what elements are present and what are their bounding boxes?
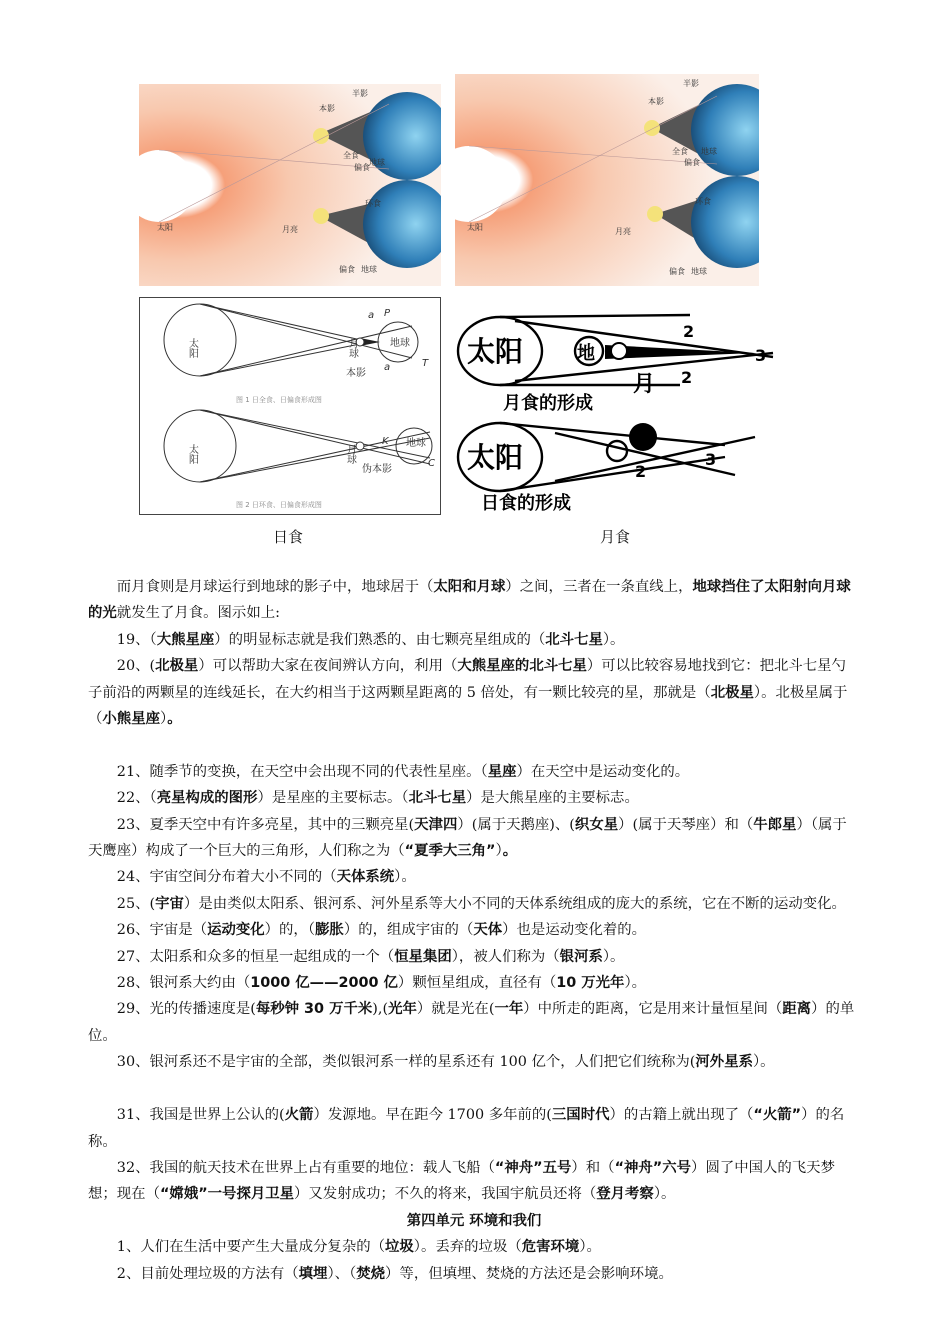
label-total: 全食 [343, 151, 359, 160]
lunar-eclipse-diagram [455, 305, 775, 517]
paragraph [88, 1155, 860, 1208]
body-run: 30、银河系还不是宇宙的全部，类似银河系一样的星系还有 100 亿个，人们把它们统称为( [116, 1054, 696, 1071]
diagram2-sun: 太阳 [186, 444, 198, 464]
body-run: 22、（ [116, 790, 157, 807]
letter-p: P [384, 308, 391, 319]
section-heading [88, 1208, 860, 1234]
body-run: ）可以帮助大家在夜间辨认方向，利用（ [198, 658, 458, 675]
body-run: ）(属于天琴座）和（ [618, 816, 754, 833]
paragraph [88, 627, 860, 653]
answer-text: 北极星 [155, 658, 199, 675]
label-partial: 偏食 [684, 158, 700, 167]
diagram1-moon: 月球 [346, 338, 358, 358]
lunar-title: 月食的形成 [503, 393, 593, 414]
body-run: ） [495, 843, 503, 860]
letter-k: K [382, 436, 389, 447]
lunar-number-3: 3 [755, 346, 767, 365]
solar-number-2: 2 [635, 462, 647, 481]
label-moon: 月亮 [615, 227, 631, 236]
answer-text: 大熊星座 [156, 631, 215, 648]
body-run: ),( [372, 1001, 389, 1018]
body-run: ）。 [602, 631, 625, 648]
body-run: 1、人们在生活中要产生大量成分复杂的（ [116, 1239, 385, 1256]
answer-text: 一年 [494, 1001, 524, 1018]
body-run: ）可以比较容易地找到它：把北斗七星勺子前沿的两颗星的连线延长，在大约相当于这两颗星距离的 5 倍处，有一颗比较亮的星，那就是（ [88, 658, 846, 701]
body-run: ）。 [752, 1054, 775, 1071]
answer-text: “火箭” [753, 1107, 802, 1124]
body-run: 而月食则是月球运行到地球的影子中，地球居于（ [116, 579, 434, 595]
label-half-shadow: 半影 [683, 79, 699, 88]
diagram2-pseudo-umbra: 伪本影 [362, 464, 392, 475]
body-run: ）也是运动变化着的。 [502, 922, 647, 939]
body-run: 就发生了月食。图示如上: [116, 605, 280, 622]
body-run: 25、( [116, 895, 156, 912]
body-run: ）的古籍上就出现了（ [609, 1107, 754, 1124]
body-run: ）的，（ [264, 922, 316, 939]
body-run: ）。 [394, 869, 416, 886]
body-run: 26、宇宙是（ [116, 922, 208, 939]
answer-text: 织女星 [574, 816, 619, 833]
blank-line [88, 732, 860, 758]
body-run: 2、目前处理垃圾的方法有（ [116, 1265, 299, 1282]
body-run: ）圆了中国人的飞天梦想；现在（ [88, 1159, 835, 1203]
letter-c: C [428, 458, 435, 469]
lunar-sun-label: 太阳 [467, 335, 524, 368]
letter-a-top: a [368, 310, 375, 321]
solar-title: 日食的形成 [481, 493, 571, 514]
diagram1-sun: 太阳 [186, 338, 198, 358]
body-run: ）。丢弃的垃圾（ [413, 1239, 522, 1256]
body-run: 28、银河系大约由（ [116, 975, 251, 992]
paragraph [88, 1049, 860, 1075]
answer-text: 。 [167, 711, 182, 728]
label-half-shadow: 半影 [352, 89, 368, 98]
answer-text: 亮星构成的图形 [156, 790, 258, 807]
answer-text: 。 [502, 843, 518, 860]
paragraph [88, 1234, 860, 1260]
body-run: ）的单位。 [88, 1001, 855, 1044]
body-run: ）。北极星属于（ [88, 684, 848, 728]
diagram2-caption: 图 2 日环食、日偏食形成图 [236, 501, 322, 509]
paragraph [88, 785, 860, 811]
paragraph [88, 653, 860, 732]
answer-text: 膨胀 [315, 922, 344, 939]
answer-text: 焚烧 [356, 1265, 386, 1282]
answer-text: “神舟”五号 [494, 1159, 572, 1176]
eclipse-photo-left [139, 84, 441, 286]
label-umbra: 本影 [648, 97, 664, 106]
answer-text: 火箭 [284, 1107, 314, 1124]
answer-text: 登月考察 [596, 1186, 654, 1203]
body-run: ）就是光在( [416, 1001, 495, 1018]
answer-text: 北极星 [710, 684, 754, 701]
label-sun: 太阳 [467, 223, 483, 232]
answer-text: 银河系 [559, 948, 603, 965]
answer-text: 运动变化 [207, 922, 265, 939]
body-run: ）是大熊星座的主要标志。 [466, 790, 639, 807]
label-earth: 地球 [369, 158, 385, 167]
label-ring: 环食 [365, 199, 381, 208]
label-earth-2: 地球 [361, 265, 377, 274]
answer-text: 第四单元 环境和我们 [406, 1212, 542, 1229]
paragraph [88, 1261, 860, 1287]
body-run: 29、光的传播速度是( [116, 1001, 256, 1018]
diagram1-earth: 地球 [390, 338, 410, 349]
answer-text: 恒星集团 [394, 948, 452, 965]
letter-a-bottom: a [384, 362, 391, 373]
letter-t: T [422, 358, 429, 369]
answer-text: 小熊星座 [102, 711, 160, 728]
body-run: 27、太阳系和众多的恒星一起组成的一个（ [116, 948, 395, 965]
body-run: ）的明显标志就是我们熟悉的、由七颗亮星组成的（ [214, 631, 546, 648]
caption-lunar-eclipse: 月食 [600, 528, 631, 546]
label-earth-2: 地球 [691, 267, 707, 276]
paragraph [88, 944, 860, 970]
body-run: 19、（ [116, 631, 157, 648]
answer-text: 星座 [487, 763, 517, 780]
body-run: ）（属于天鹰座）构成了一个巨大的三角形，人们称之为（ [88, 816, 847, 860]
label-partial-2: 偏食 [669, 267, 685, 276]
answer-text: 距离 [782, 1001, 812, 1018]
paragraph [88, 864, 860, 890]
body-run: ）(属于天鹅座)、( [457, 816, 575, 833]
body-run: ）又发射成功；不久的将来，我国宇航员还将（ [294, 1186, 597, 1203]
body-run: ）。 [602, 948, 625, 965]
paragraph [88, 812, 860, 865]
answer-text: 填埋 [298, 1265, 328, 1282]
answer-text: 宇宙 [155, 895, 184, 912]
solar-number-3: 3 [705, 450, 717, 469]
paragraph [88, 891, 860, 917]
body-run: 20、( [116, 658, 156, 675]
label-sun: 太阳 [157, 223, 173, 232]
body-run: ）。 [653, 1186, 676, 1203]
answer-text: 北斗七星 [408, 790, 467, 807]
paragraph [88, 1102, 860, 1155]
answer-text: 北斗七星 [545, 631, 603, 648]
label-partial-2: 偏食 [339, 265, 355, 274]
diagram2-earth: 地球 [406, 438, 426, 449]
answer-text: 三国时代 [551, 1107, 610, 1124]
body-run: 32、我国的航天技术在世界上占有重要的地位：载人飞船（ [116, 1159, 495, 1176]
diagram2-moon: 月球 [344, 444, 356, 464]
lunar-number-2-bottom: 2 [681, 368, 693, 387]
label-partial: 偏食 [354, 163, 370, 172]
paragraph [88, 970, 860, 996]
solar-sun-label: 太阳 [467, 441, 524, 474]
blank-line [88, 1076, 860, 1102]
body-run: ）的，组成宇宙的（ [343, 922, 474, 939]
answer-text: 光年 [388, 1001, 417, 1018]
body-run: ）是星座的主要标志。（ [257, 790, 409, 807]
label-ring: 环食 [695, 197, 711, 206]
lunar-number-2-top: 2 [683, 322, 695, 341]
body-run: ）颗恒星组成，直径有（ [397, 975, 557, 992]
answer-text: 每秒钟 30 万千米 [255, 1001, 373, 1018]
solar-eclipse-diagram [139, 297, 441, 515]
body-text [88, 574, 860, 1287]
answer-text: 天体 [473, 922, 503, 939]
label-umbra: 本影 [319, 104, 335, 113]
body-run: 31、我国是世界上公认的( [116, 1107, 285, 1124]
body-run: ）。 [624, 975, 647, 992]
body-run: ），被人们称为（ [451, 948, 560, 965]
answer-text: “嫦娥”一号探月卫星 [159, 1186, 295, 1203]
answer-text: 太阳和月球 [433, 579, 506, 595]
paragraph [88, 917, 860, 943]
label-moon: 月亮 [282, 225, 298, 234]
caption-solar-eclipse: 日食 [273, 528, 304, 546]
answer-text: 地球挡住了太阳射向月球的光 [88, 579, 851, 622]
paragraph [88, 996, 860, 1049]
body-run: 21、随季节的变换，在天空中会出现不同的代表性星座。（ [116, 763, 488, 780]
body-run: 23、夏季天空中有许多亮星，其中的三颗亮星( [116, 816, 415, 833]
body-run: ）等，但填埋、焚烧的方法还是会影响环境。 [385, 1265, 673, 1282]
answer-text: 10 万光年 [556, 975, 625, 992]
body-run: ）的名称。 [88, 1107, 845, 1150]
body-run: 24、宇宙空间分布着大小不同的（ [116, 869, 337, 886]
answer-text: 1000 亿——2000 亿 [250, 975, 398, 992]
answer-text: “夏季大三角” [404, 843, 496, 860]
body-run: ）发源地。早在距今 1700 多年前的( [313, 1107, 552, 1124]
answer-text: 大熊星座的北斗七星 [457, 658, 587, 675]
body-run: ）之间，三者在一条直线上， [505, 579, 693, 595]
body-run: ）和（ [571, 1159, 615, 1176]
answer-text: 河外星系 [695, 1054, 753, 1071]
answer-text: 天体系统 [336, 869, 395, 886]
lunar-moon-label: 月 [633, 372, 656, 397]
body-run: ）中所走的距离，它是用来计量恒星间（ [523, 1001, 783, 1018]
body-run: ）、（ [327, 1265, 357, 1282]
answer-text: 垃圾 [385, 1239, 414, 1256]
label-earth: 地球 [701, 147, 717, 156]
answer-text: 牛郎星 [753, 816, 797, 833]
diagram1-umbra: 本影 [346, 368, 366, 379]
answer-text: “神舟”六号 [614, 1159, 692, 1176]
body-run: ）是由类似太阳系、银河系、河外星系等大小不同的天体系统组成的庞大的系统，它在不断的运动变化。 [183, 895, 846, 912]
answer-text: 天津四 [414, 816, 458, 833]
label-total: 全食 [672, 147, 688, 156]
lunar-earth-label: 地 [577, 343, 595, 364]
diagram1-caption: 图 1 日全食、日偏食形成图 [236, 396, 322, 404]
paragraph [88, 574, 860, 627]
body-run: ）。 [579, 1239, 601, 1256]
answer-text: 危害环境 [521, 1239, 580, 1256]
paragraph [88, 759, 860, 785]
body-run: ） [159, 711, 168, 728]
eclipse-photo-right [455, 74, 759, 286]
body-run: ）在天空中是运动变化的。 [516, 763, 690, 780]
